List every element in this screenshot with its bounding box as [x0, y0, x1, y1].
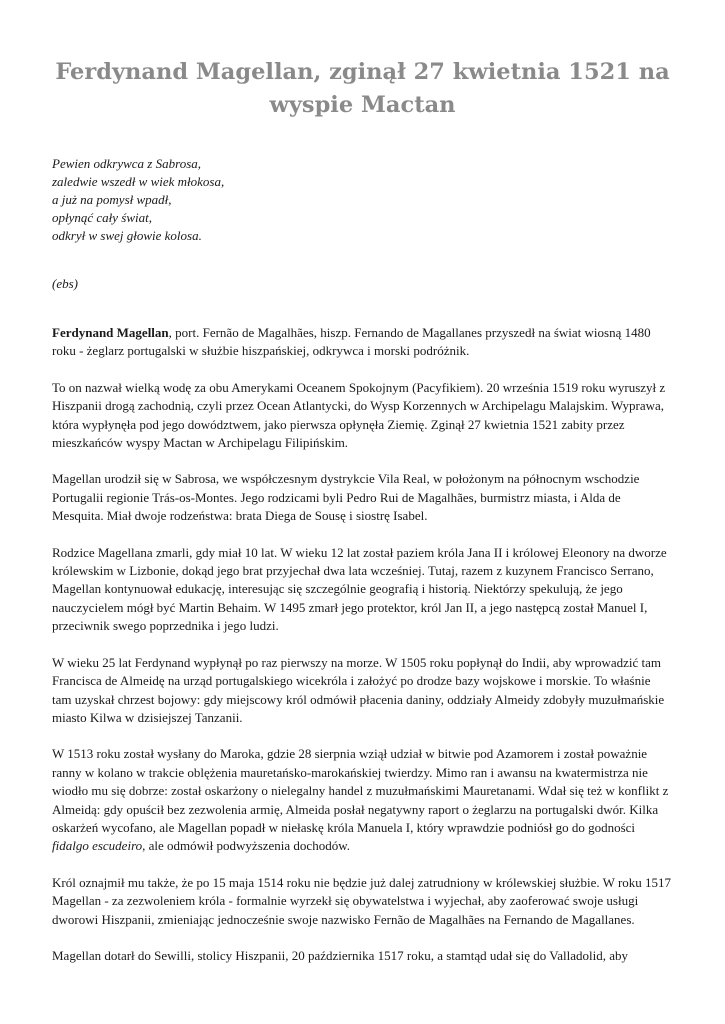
italic-term: fidalgo escudeiro — [52, 838, 143, 854]
poem-line: opłynąć cały świat, — [52, 210, 153, 225]
poem-line: odkrył w swej głowie kolosa. — [52, 228, 202, 243]
article-title: Ferdynand Magellan, zginął 27 kwietnia 1521 na wyspie Mactan — [55, 59, 670, 118]
paragraph — [52, 745, 673, 855]
subject-name: Ferdynand Magellan — [52, 325, 169, 340]
document-page — [52, 56, 673, 983]
paragraph: W wieku 25 lat Ferdynand wypłynął po raz pierwszy na morze. W 1505 roku popłynął do Indii, aby wprowadzić tam Francisca de Almeidę na urząd portugalskiego wicekróla i założyć po drodze bazy wojskowe i morskie. To właśnie tam uzyskał chrzest bojowy: gdy miejscowy król odmówił płacenia daniny, oddziały Almeidy zdobyły muzułmańskie miasto Kilwa w dzisiejszej Tanzanii. — [52, 654, 665, 725]
paragraph: Król oznajmił mu także, że po 15 maja 1514 roku nie będzie już dalej zatrudniony w królewskiej służbie. W roku 1517 Magellan - za zezwoleniem króla - formalnie wyrzekł się obywatelstwa i wyjechał, aby zaoferować swoje usługi dworowi Hiszpanii, zmieniając jednocześnie swoje nazwisko Fernão de Magalhães na Fernando de Magallanes. — [52, 874, 672, 927]
paragraph: Magellan dotarł do Sewilli, stolicy Hiszpanii, 20 października 1517 roku, a stamtąd udał się do Valladolid, aby — [52, 947, 628, 963]
paragraph: Rodzice Magellana zmarli, gdy miał 10 lat. W wieku 12 lat został paziem króla Jana II i królowej Eleonory na dworze królewskim w Lizbonie, dokąd jego brat przyjechał dwa lata wcześniej. Tutaj, razem z kuzynem Francisco Serrano, Magellan kontynuował edukację, interesując się szczególnie geografią i historią. Niektórzy spekulują, że jego nauczycielem mógł być Martin Behaim. W 1495 zmarł jego protektor, król Jan II, a jego następcą został Manuel I, przeciwnik swego poprzednika i jego ludzi. — [52, 544, 667, 634]
paragraph: Magellan urodził się w Sabrosa, we współczesnym dystrykcie Vila Real, w położonym na północnym wschodzie Portugalii regionie Trás-os-Montes. Jego rodzicami byli Pedro Rui de Magalhães, burmistrz miasta, i Alda de Mesquita. Miał dwoje rodzeństwa: brata Diega de Sousę i siostrę Isabel. — [52, 471, 640, 524]
poem-line: zaledwie wszedł w wiek młokosa, — [52, 174, 225, 189]
poem-line: Pewien odkrywca z Sabrosa, — [52, 156, 201, 171]
paragraph-intro — [52, 324, 673, 361]
paragraph: To on nazwał wielką wodę za obu Amerykami Oceanem Spokojnym (Pacyfikiem). 20 września 1519 roku wyruszył z Hiszpanii drogą zachodnią, czyli przez Ocean Atlantycki, do Wysp Korzennych w Archipelagu Malajskim. Wyprawa, która wypłynęła pod jego dowództwem, jako pierwsza opłynęła Ziemię. Zginął 27 kwietnia 1521 zabity przez mieszkańców wyspy Mactan w Archipelagu Filipińskim. — [52, 379, 666, 451]
paragraph-text: , ale odmówił podwyższenia dochodów. — [142, 838, 350, 854]
paragraph-text: W 1513 roku został wysłany do Maroka, gdzie 28 sierpnia wziął udział w bitwie pod Azamorem i został poważnie ranny w kolano w trakcie oblężenia mauretańsko-marokańskiej twierdzy. Mimo ran i awansu na kwatermistrza nie wiodło mu się dobrze: został oskarżony o nielegalny handel z muzułmańskimi Mauretanami. Wdał się też w konflikt z Almeidą: gdy opuścił bez zezwolenia armię, Almeida posłał negatywny raport o żeglarzu na portugalski dwór. Kilka oskarżeń wycofano, ale Magellan popadł w niełaskę króla Manuela I, który wprawdzie podniósł go do godności — [52, 746, 669, 835]
article-body — [52, 324, 673, 965]
poem-signature: (ebs) — [52, 276, 78, 291]
paragraph-text: , port. Fernão de Magalhães, hiszp. Fernando de Magallanes przyszedł na świat wiosną 1480 roku - żeglarz portugalski w służbie hiszpańskiej, odkrywca i morski podróżnik. — [52, 325, 651, 359]
poem — [52, 155, 673, 245]
poem-line: a już na pomysł wpadł, — [52, 192, 172, 207]
